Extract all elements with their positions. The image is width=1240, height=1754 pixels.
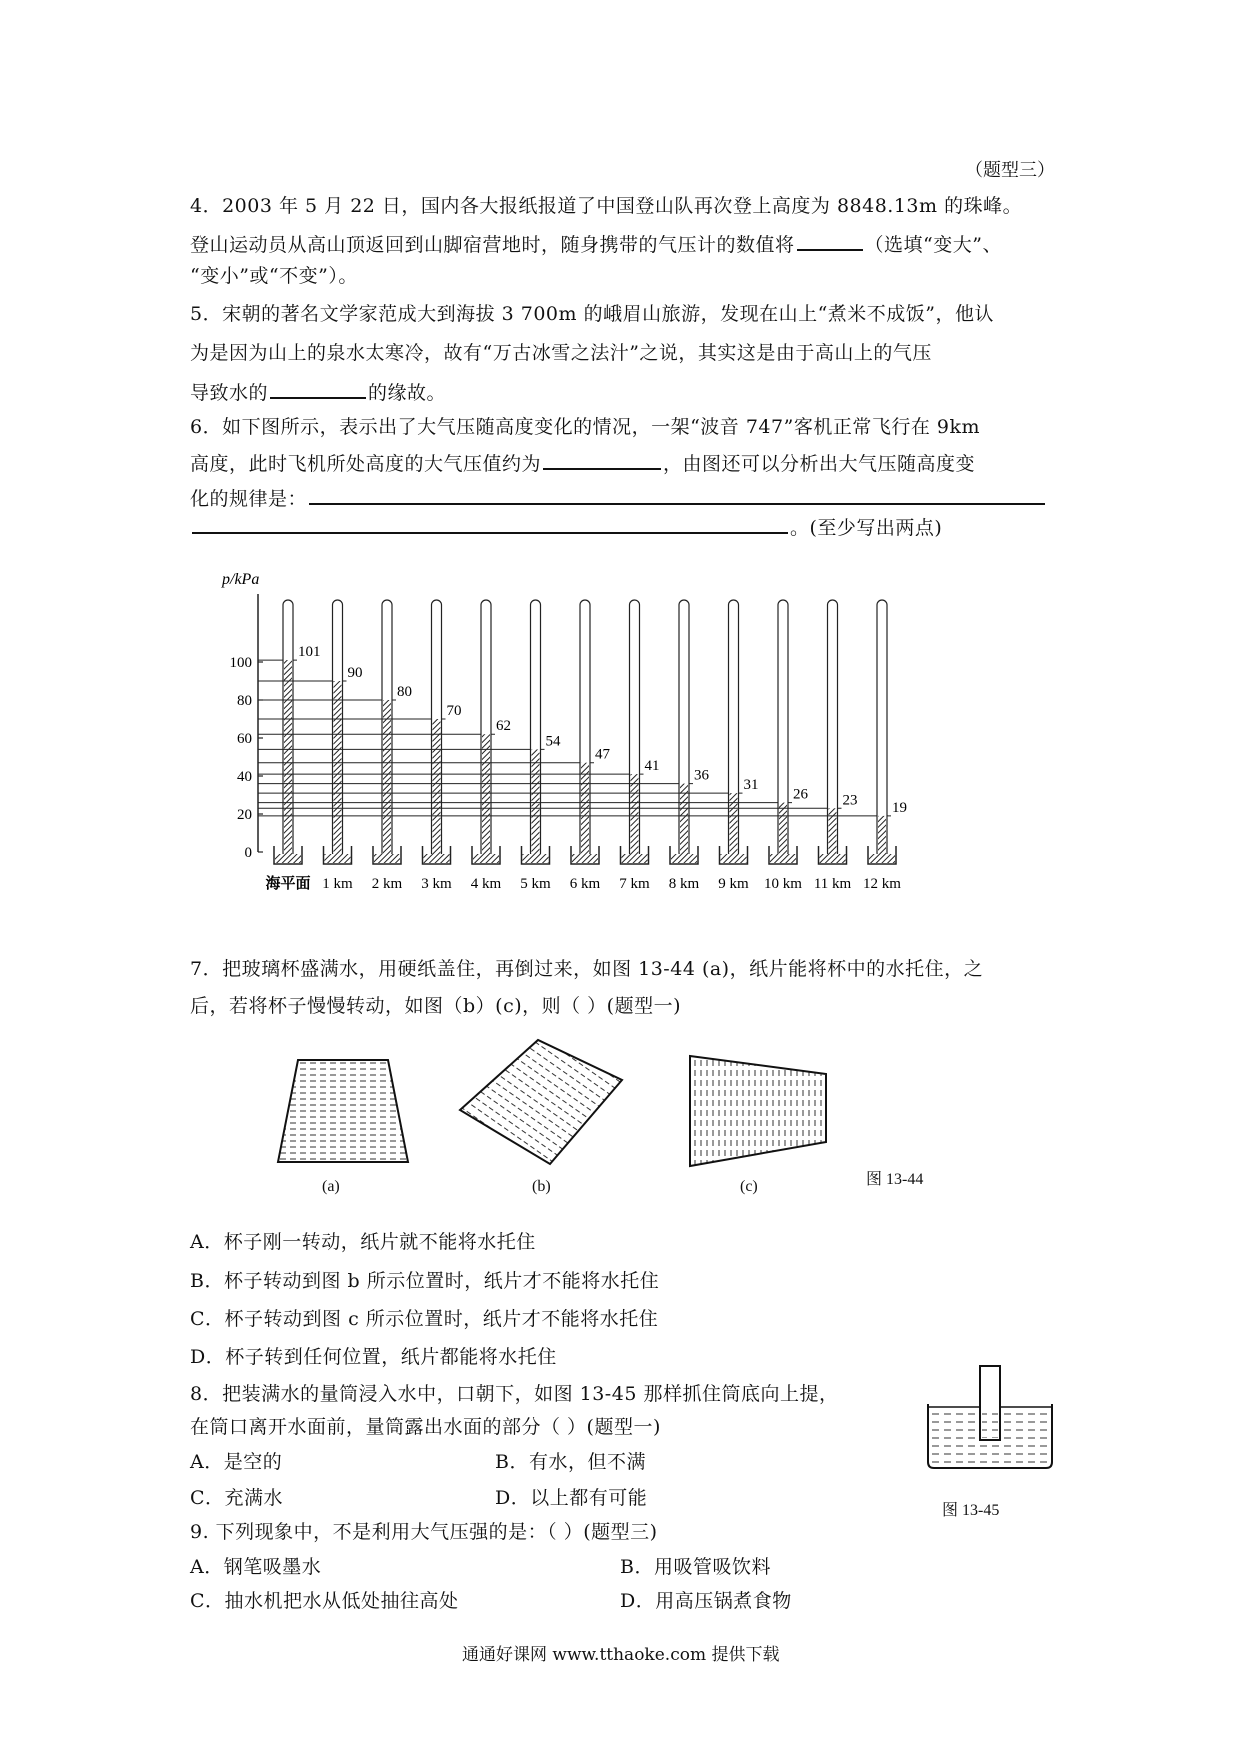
dish-mercury: [820, 854, 846, 863]
fig-b-label: (b): [532, 1178, 551, 1195]
q4-line1: 4．2003 年 5 月 22 日，国内各大报纸报道了中国登山队再次登上高度为 8848.13m 的珠峰。: [190, 195, 1023, 217]
altitude-label: 7 km: [619, 876, 650, 892]
altitude-label: 12 km: [863, 876, 901, 892]
altitude-label: 海平面: [265, 876, 311, 892]
q4-answer-blank[interactable]: [797, 229, 863, 251]
mercury-column: [383, 700, 391, 858]
value-label: 41: [644, 758, 660, 775]
q6-line4: [190, 512, 942, 542]
value-label: 36: [694, 767, 709, 784]
fig-13-44-caption: 图 13-44: [866, 1171, 924, 1188]
value-label: 101: [298, 644, 321, 661]
fig-a-label: (a): [322, 1178, 340, 1195]
dish-mercury: [572, 854, 598, 863]
altitude-label: 10 km: [764, 876, 802, 892]
pressure-altitude-chart: [200, 560, 1000, 900]
value-label: 26: [793, 786, 808, 803]
fig-c-label: (c): [740, 1178, 758, 1195]
q4-line2-text: 登山运动员从高山顶返回到山脚宿营地时，随身携带的气压计的数值将: [190, 234, 795, 256]
figure-13-44-cups: [260, 1030, 850, 1200]
dish-mercury: [671, 854, 697, 863]
q7-line1: 7．把玻璃杯盛满水，用硬纸盖住，再倒过来，如图 13-44 (a)，纸片能将杯中的水托住，之: [190, 958, 984, 980]
altitude-label: 4 km: [470, 876, 502, 892]
q7-option-a[interactable]: A．杯子刚一转动，纸片就不能将水托住: [190, 1231, 536, 1253]
q6-line2: [190, 448, 975, 478]
q8-option-a[interactable]: A．是空的: [190, 1451, 283, 1473]
q4-line2: [190, 229, 1002, 259]
altitude-label: 1 km: [322, 876, 353, 892]
y-tick-label: 60: [237, 731, 252, 747]
q9-option-d[interactable]: D．用高压锅煮食物: [620, 1590, 792, 1612]
mercury-column: [680, 784, 688, 858]
figure-13-45-cylinder: [920, 1362, 1060, 1472]
q5-line3-text: 导致水的: [190, 382, 269, 404]
altitude-label: 8 km: [668, 876, 700, 892]
dish-mercury: [869, 854, 895, 863]
altitude-label: 6 km: [569, 876, 601, 892]
value-label: 31: [743, 777, 759, 794]
q4-line2-tail: （选填“变大”、: [864, 234, 1002, 256]
mercury-column: [581, 763, 589, 858]
q4-line3: “变小”或“不变”）。: [190, 265, 358, 287]
mercury-column: [284, 660, 292, 858]
mercury-column: [878, 816, 886, 858]
altitude-label: 5 km: [520, 876, 551, 892]
q6-line4-tail: 。(至少写出两点): [790, 517, 943, 539]
dish-mercury: [770, 854, 796, 863]
value-label: 23: [842, 792, 858, 809]
q5-line3-tail: 的缘故。: [368, 382, 447, 404]
q7-line2: 后，若将杯子慢慢转动，如图（b）(c)，则（ ）(题型一): [190, 995, 681, 1017]
altitude-label: 11 km: [813, 876, 852, 892]
q5-line2: 为是因为山上的泉水太寒冷，故有“万古冰雪之法汁”之说，其实这是由于高山上的气压: [190, 342, 932, 364]
value-label: 62: [496, 718, 511, 735]
cup-a-icon: [278, 1060, 408, 1162]
value-label: 80: [397, 684, 412, 700]
q9-option-c[interactable]: C．抽水机把水从低处抽往高处: [190, 1590, 459, 1612]
mercury-column: [532, 749, 540, 858]
dish-mercury: [424, 854, 450, 863]
fig-13-45-caption: 图 13-45: [942, 1502, 1000, 1519]
q6-line2-tail: ，由图还可以分析出大气压随高度变: [663, 453, 976, 475]
mercury-column: [334, 681, 342, 858]
y-tick-label: 20: [237, 807, 252, 823]
mercury-column: [779, 803, 787, 858]
dish-mercury: [523, 854, 549, 863]
y-axis-label: p/kPa: [222, 571, 260, 588]
value-label: 54: [545, 733, 561, 750]
q8-line1: 8．把装满水的量筒浸入水中，口朝下，如图 13-45 那样抓住筒底向上提，: [190, 1383, 839, 1405]
q6-line3: [190, 483, 1047, 513]
dish-mercury: [374, 854, 400, 863]
q7-option-c[interactable]: C．杯子转动到图 c 所示位置时，纸片才不能将水托住: [190, 1308, 659, 1330]
q6-answer-blank-2[interactable]: [309, 483, 1045, 505]
footer-credit: 通通好课网 www.tthaoke.com 提供下载: [462, 1645, 780, 1665]
cup-c-icon: [690, 1056, 826, 1166]
dish-mercury: [721, 854, 747, 863]
value-label: 19: [892, 799, 907, 816]
q9-line1: 9. 下列现象中，不是利用大气压强的是：（ ）(题型三): [190, 1521, 658, 1543]
q8-option-c[interactable]: C．充满水: [190, 1487, 284, 1509]
altitude-label: 9 km: [718, 876, 749, 892]
y-tick-label: 80: [237, 693, 252, 709]
dish-mercury: [473, 854, 499, 863]
q8-option-d[interactable]: D．以上都有可能: [495, 1487, 648, 1509]
altitude-label: 3 km: [421, 876, 452, 892]
dish-mercury: [622, 854, 648, 863]
value-label: 47: [595, 746, 610, 763]
cup-b-icon: [460, 1040, 622, 1164]
q9-option-b[interactable]: B．用吸管吸饮料: [620, 1556, 771, 1578]
q7-option-d[interactable]: D．杯子转到任何位置，纸片都能将水托住: [190, 1346, 557, 1368]
q6-line3-text: 化的规律是：: [190, 488, 308, 510]
dish-mercury: [275, 854, 301, 863]
altitude-label: 2 km: [371, 876, 403, 892]
mercury-column: [433, 719, 441, 858]
q8-option-b[interactable]: B．有水，但不满: [495, 1451, 646, 1473]
y-tick-label: 100: [229, 655, 252, 671]
y-tick-label: 0: [244, 845, 252, 861]
q6-line2-text: 高度，此时飞机所处高度的大气压值约为: [190, 453, 542, 475]
q8-line2: 在筒口离开水面前，量筒露出水面的部分（ ）(题型一): [190, 1416, 661, 1438]
q6-line1: 6．如下图所示，表示出了大气压随高度变化的情况，一架“波音 747”客机正常飞行在 9km: [190, 416, 980, 438]
dish-mercury: [325, 854, 351, 863]
q6-answer-blank-3[interactable]: [192, 512, 788, 534]
type-tag: （题型三）: [965, 160, 1055, 181]
q5-line1: 5．宋朝的著名文学家范成大到海拔 3 700m 的峨眉山旅游，发现在山上“煮米不成饭”，他认: [190, 303, 995, 325]
y-tick-label: 40: [237, 769, 252, 785]
q9-option-a[interactable]: A．钢笔吸墨水: [190, 1556, 322, 1578]
q7-option-b[interactable]: B．杯子转动到图 b 所示位置时，纸片才不能将水托住: [190, 1270, 660, 1292]
mercury-column: [482, 734, 490, 858]
q6-answer-blank-1[interactable]: [543, 448, 661, 470]
value-label: 90: [347, 665, 363, 681]
value-label: 70: [446, 703, 462, 719]
q5-line3: [190, 377, 446, 407]
q5-answer-blank[interactable]: [270, 377, 366, 399]
